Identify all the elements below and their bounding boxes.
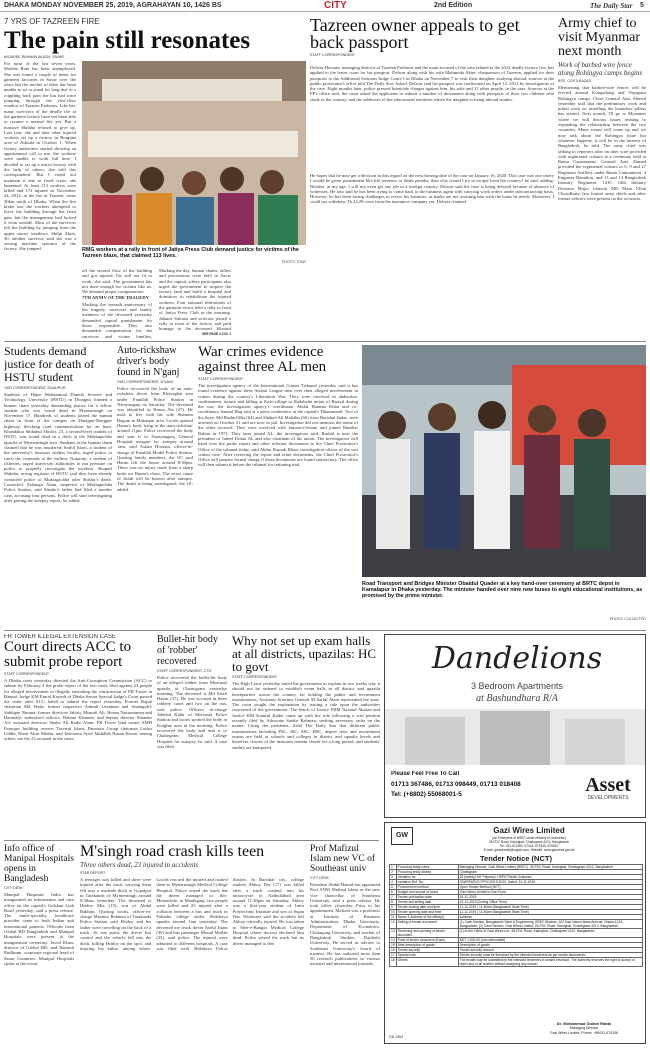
article-byline: CITY DESK: [310, 876, 329, 880]
article-headline: M'singh road crash kills teen: [80, 844, 265, 860]
article-headline: The pain still resonates: [4, 27, 251, 54]
row-number: 6: [390, 890, 397, 895]
ad-phones[interactable]: 01713 367486, 01713 098449, 01713 018408: [391, 781, 521, 788]
article-body: Students of Hajee Mohammad Danesh Science and Technology University (HSTU) in Dinajpur formed a human chain yesterday demanding justice for a fellow student who was found dead in Mymensingh on November 17. Hundreds of students joined the human chain in front of the campus on Dinajpur-Rangpur highway, blocking road communication for an hour. Khandakar Shihabul Shishir, 23, a second-level student of HSTU, was found dead in a ditch at the Muktagachha upazila of Mymensingh area. Students at the human chain claimed that he was murdered. Saiful Islam, a student of the university's business studies faculty, urged police to catch the criminals at the earliest. Nutaroni, a student of fisheries, urged university authorities to put pressure on police to properly investigate the incident. Shopnil Shikdar, acting registrar of HSTU said they have already contacted police of Muktagachha after Shishir's death. Contacted, Zahangir Alam, inspector of Muktagachha Police Station, said Shishir's father had filed a murder case, accusing four persons. Police will start investigating after getting the autopsy report, he added.: [4, 392, 112, 503]
row-number: 11: [391, 915, 395, 919]
row-number: 1: [390, 865, 397, 870]
article-body: A Dhaka court yesterday directed the Anti-Corruption Commission (ACC) to submit by February 4 the probe report of the two cases filed against 23 people for alleged involvement in illegally extending the construction of FR Tower in Banani. Judge KM Emrul Kayesh of Dhaka Senior Special Judge's Court passed the order after ACC failed to submit the report yesterday. Former Rajuk chairman Md Huda; former inspectors Aahsah Uzzaman and Anamgolil; Siddique Nurana, former directors Jahiru, Mustafi Ali, Hosen Nuruzzaman and Haomafy; authorised officers, Rubina Khanam, and deputy director Shandar Ali; assistant directors Shahz Ali Kadir Alam; FR Tower land owner SMH Faruque; building owners Tasvirul Islam, Pamoura Group chairman Lutfur Uddin, Khair Alias Miditu, and Tasloonra Syed Abdullah Husan Hasan, among others, are the 23 accused in the cases.: [4, 678, 152, 742]
ad-location: at Bashundhara R/A: [476, 693, 558, 704]
article-tazreen: [310, 17, 554, 339]
row-value: Tender security must be furnished by the intended tenderers as per tender documents.: [458, 953, 642, 958]
photo-caption: Road Transport and Bridges Minister Obaidul Quader at a key hand-over ceremony at BRTC depot in Kamalapur in Dhaka yesterday. The minister handed over nine new buses to eight educational institutions, as promised by the prime minister.: [362, 581, 643, 600]
row-number: 8: [390, 900, 397, 905]
row-value: Address: [458, 915, 642, 920]
article-headline: Prof Mafizul Islam new VC of Southeast univ: [310, 844, 375, 874]
article-byline: CITY DESK: [4, 886, 23, 890]
row-number: 12: [390, 920, 397, 929]
article-byline: STAFF CORRESPONDENT: [4, 672, 50, 676]
article-headline: Tazreen owner appeals to get back passport: [310, 17, 520, 52]
continued-link[interactable]: SEE PAGE 2 COL 1: [202, 332, 231, 336]
table-row: [390, 929, 643, 938]
article-bullet: [157, 634, 227, 838]
row-number: 7: [390, 895, 397, 900]
row-label: Price of tender document (Each): [396, 938, 458, 943]
row-number: 14: [391, 938, 395, 942]
article-kicker: FR TOWER ILLEGAL EXTENSION CASE: [4, 634, 116, 640]
page-header: [0, 0, 650, 12]
row-number: 4: [390, 880, 397, 885]
row-value: Description of goods: [458, 943, 642, 948]
row-label: Invitation for: [396, 875, 458, 880]
article-byline: STAFF CORRESPONDENT: [310, 53, 356, 57]
article-headline: Why not set up exam halls at all districts, upazilas: HC to govt: [232, 634, 377, 674]
divider: [4, 840, 379, 841]
gazi-logo-icon: GW: [391, 827, 413, 845]
article-body: Manipal Hospitals India has inaugurated its information and care office on the capital's Gulshan Link Road yesterday, said a press release. The multi-specialty healthcare provider came to both Indian and international patients. Officials from Global BD Bangladesh and Manipal Hospitals were present at the inauguration ceremony. Javed Khan, director of Global BD, and Ramesh Rudhrum, corporate regional head of Saaru Countries, Manipal Hospitals spoke at the event.: [4, 892, 74, 966]
row-number: 5: [390, 885, 397, 890]
row-value: 26 (twenty) MT Polyvinyl, HDPE Plastic Granules: [458, 875, 642, 880]
row-value: (1) At the Office of Gazi Wires Ltd., 28-FDC Road, Kalurghat, Chattogram-4212, Bangladesh: [458, 929, 642, 938]
tender-signatory-phone: Gazi Wires Limited, Phone: +88031-670346: [550, 1031, 618, 1035]
article-headline: Auto-rickshaw driver's body found in N'ganj: [117, 345, 180, 378]
row-value: GWR/P&P/217/PVC/2019-2020; Dated: 24-11-2019: [458, 880, 642, 885]
article-headline: Bullet-hit body of 'robber' recovered: [157, 634, 218, 667]
article-headline: Court directs ACC to submit probe report: [4, 639, 132, 670]
row-label: Procurement method: [396, 885, 458, 890]
article-body: Mentioning that barbed-wire fences will be erected around Kutupalong and Nayapara Rohingya camps, Chief General Aziz Ahmed yesterday said that the preliminary work and initial work on installing the boundary pillars has started. Next month, I'll go to Myanmar where we will discuss issues relating to expanding the relationship between the two countries. Many issues will come up and we may talk about the Rohingya issue but whatever happens, it will be in the interest of Bangladesh, he said. The army chief was talking to reporters after an inter wire provided with regimental colours at a ceremony held at Ramu Cantonment. General Aziz Ahmed provided the regimental colours to 6, 9 and 27 Regiment Artillery under Ramu Cantonment, 4 Engineer Battalion, and 13 and 14 Bangladesh Infantry Regiment. GOC 10th Infantry Division Major General MD Main Ullah Chowdhury, five former army chiefs and other former officers were present on the occasion.: [558, 85, 646, 202]
row-number: 9: [390, 905, 397, 910]
row-value: 11-12-2019 | 11:30am (Bangladesh State Time): [458, 905, 642, 910]
row-label: Brief description of goods: [396, 943, 458, 948]
article-body: Police recovered the bullet-hit body of an alleged robber from Meorasai upazila of Chattogram yesterday morning. The deceased is Md Saied Hasan (37). He was accused in three robbery cases and two on the run, said police. Officers in-charge Jahedul Kabir of Meorasai Police Station and locals spotted the body at Kolghar area in the morning. Police recovered the body and sent it to Chattogram Medical College Hospital for autopsy, he said. A case was filed.: [157, 675, 227, 749]
row-value: Tender security amount: [458, 948, 642, 953]
tender-company: Gazi Wires Limited: [493, 826, 565, 835]
article-body: President Abdul Hamid has appointed Prof ANM Mafizul Islam as the new vice chancellor of Southeast University, said a press release. He took office yesterday. Prior to his appointment, Mafizul was a professor at Institute of Business Administration, Dhaka University, Department of Economics, Chittagong University, and teacher of Bangladesh Studies, Rajshahi University. He served as adviser to Southeast University's board of trustees. He has authored more than 50 research publications in various national and international journals.: [310, 882, 380, 967]
row-number: 17: [391, 953, 395, 957]
tender-signatory: Dr. Mohammad Golam Rabbi: [556, 1021, 612, 1026]
row-value: Gazi Wires Limited's Own Fund: [458, 890, 642, 895]
row-label: Tender security: [396, 948, 458, 953]
row-label: Tender last selling date: [396, 900, 458, 905]
row-value: 11-12-2019 | 11:45am (Bangladesh State Time): [458, 910, 642, 915]
article-manipal: [4, 844, 74, 1044]
divider: [4, 630, 646, 631]
page-number: 5: [640, 2, 644, 9]
row-value: (1) Cash Section, Bangladesh Steel & Engineering, BSEC Bhaban, 102 Kazi Nazrul Islam Avenue, Dhaka-1215, Bangladesh; (2) Cash Section, Gazi Wires Limited, 28-FDC Road, Kalurghat, Chattogram-4212, Bangladesh: [458, 920, 642, 929]
article-body-col: For most of the last seven years, Shobha Rani has been unemployed. She was found a couple of times for garment factories in Savar over the years but the mother of three has been unable to sit or stand for long due to a crippling back pain she has had since jumping through the first-floor window of Tazreen Fashions. Like her, many survivors of the deadly fire at the garment factory have not been able to resume a normal life yet. But a massive Shobha refused to give up. Last year, she and nine other injured workers set up a factory in Borguna area of Ashulia in October 1. When factory authorities started showing an appointment call to me, the workers were unable to work full time. I decided to set up a micro-factory with the help of others, she told this correspondent. But I could not maintain it due to fixed crisis, she lamented. At least 113 workers were killed and 172 injured on November 24, 2012, in the fire at Tazreen, some 30km north of Dhaka. When the fire broke out, the workers attempted to leave the building through the front gate, but the management had locked it from outside. Most of the survivors left the building by jumping from the upper storey windows. Shilpi Akter, 30, another survivor, said she was a sewing machine operator of the factory. She jumped: [4, 61, 76, 252]
edition-label: 2nd Edition: [434, 2, 473, 9]
article-rickshaw: [117, 345, 193, 627]
row-number: 10: [391, 910, 395, 914]
article-hstu: [4, 345, 112, 627]
ad-tel[interactable]: Tel: (+8802) 55068001-5: [391, 791, 462, 798]
table-row: [390, 920, 643, 929]
row-value: The tender may be submitted by the intended tenderers in sealed envelope. The authority reserves the right to accept or reject any or all tenders without assigning any reason.: [458, 958, 642, 967]
article-islam: [310, 844, 380, 1044]
tender-signatory-title: Managing Director: [569, 1026, 599, 1030]
article-body-col: Marking the day, human chains, rallies and processions were held in Savar and the capital, where participants also urged the government to acquire the factory land and build a hospital and dormitory to rehabilitate the injured workers. Four national federations of the garment sector held a rally in front of Jatiya Press Club in the morning. Jahanir Sultana and activists joined a rally in front of the factory and paid homage to the deceased. Khairul SEE PAGE 2 COL 1: [159, 268, 231, 336]
row-number: 15: [391, 943, 395, 947]
article-byline: STAFF CORRESPONDENT, CTG: [157, 669, 212, 673]
article-kicker: 7 YRS OF TAZREEN FIRE: [4, 17, 100, 26]
row-number: 2: [390, 870, 397, 875]
row-number: 13: [390, 929, 397, 938]
row-label: Name & Address of the office(s): [396, 915, 458, 920]
article-body-col: off the second floor of the building and got injured. I'm still not fit to work, she said. The government has not done enough for victims like us. We demand proper compensation. 7TH ANNIV OF THE TRAGEDY Marking the seventh anniversary of the tragedy, survivors and family members of the deceased yesterday demanded capital punishment for those responsible. They also demanded compensation for the survivors and victim families,: [82, 268, 152, 339]
tender-table: [389, 864, 643, 967]
article-msingh: [80, 844, 304, 1044]
article-deck: Three others dead, 23 injured in accidents: [80, 861, 199, 869]
row-label: Receiving and opening of tender document: [396, 929, 458, 938]
ad-company-sub: DEVELOPMENTS: [587, 795, 629, 801]
article-byline: OUR CORRESPONDENT, DINAJPUR: [4, 386, 66, 390]
paper-dateline: DHAKA MONDAY NOVEMBER 25, 2019, AGRAHAYAN 10, 1426 BS: [4, 2, 222, 9]
article-halls: [232, 634, 380, 838]
tender-sub: (An Enterprise of BSEC under Ministry of Industries): [492, 836, 566, 840]
article-headline: Students demand justice for death of HSTU student: [4, 345, 95, 384]
row-label: Procuring entity name: [396, 865, 458, 870]
gazi-tender-notice[interactable]: [384, 822, 646, 1044]
article-byline: ANJAREE RAHMAN AKASH, SAVAR: [4, 55, 64, 59]
row-label: Tender closing date and time: [396, 905, 458, 910]
photo-caption: RMG workers at a rally in front of Jatiya Press Club demand justice for victims of the Tazreen blaze, that claimed 113 lives.: [82, 247, 299, 260]
row-label: Budget and source of funds: [396, 890, 458, 895]
masthead: The Daily Star: [590, 2, 633, 10]
article-body: The High Court yesterday asked the government to explain in two weeks why it should not be ordered to establish exam halls in all district and upazila headquarters across the country for holding the public and recruitment examinations. Assistant Attorney General M Saiful Alam represented the state. The court sought the explanation by issuing a rule upon the authorities concerned of the government. The bench of Justice FRM Nazmul Ahasan and Justice KM Kamrul Kader came up with the rule following a writ petition recently filed by Advocate Saidur Rahman, seeking necessary order on the matter. Citing the problems, Zalal The Daily Star that different public examinations including PSC, JSC, SSC, HSC, degree tests and recruitment exams are held at schools and colleges in district and upazila levels and therefore classes of the institutes remain closed for a long period, and students' studies are hampered.: [232, 681, 380, 750]
article-body: The investigation agency of the International Crimes Tribunal yesterday said it has found evidence against three Awami League men over their alleged involvement in crimes during the country's Liberation War. They were involved in abduction, confinement, torture and killing at Kala village in Jhalokathi union of Barisal during the war, the investigation agency's coordinator Abdul Hannan Khan and co-coordinator Sanaul Haq said at a press conference at the capital's Dhanmondi. Two of the three, Md Rashid Mia (64) and Shahed Ali Malidha (66) from Barishal Sadar, were arrested on October 21 and are now in jail. Investigation did not mention the name of the other accused. They were involved with Jamaat-e-Islami and joined Razakar Bahini in 1971. They later joined AL, the investigators said. Rashid is now the president of Jaheel Dulan AL and also chairman of the union. The investigators will hand over the probe report and other relevant documents to the Chief Prosecutor's Office of the tribunal today, said Abdur Razzak Khan, investigation officer of the war crimes case. After receiving the report and other documents, the Chief Prosecutor's Office will prepare formal charge if those documents are found satisfactory. The office will then submit it before the tribunal for initiating trial.: [198, 383, 358, 468]
article-body: Police recovered the body of an auto-rickshaw driver from Khayaghat area under Fatullah Police Station in Narayanganj on Saturday. The deceased was identified as Harun Ala (27). He used to live with his wife Shamim Begum in Mukarpur area. Locals spotted Harun's body lying in the auto-rickshaw around 11pm. Police recovered the body and sent it to Narayanganj General Hospital morgue for autopsy around 1am, said Aslam Hossain, officer-in-charge of Fatullah Model Police Station. Quoting family members, the OC said Harun left the house around 8:30pm. There was no injury mark from a sharp knife on Harun's chest. The exact cause of death will be known after autopsy. The death is being investigated, the OC added.: [117, 386, 193, 492]
ad-contact: Please Feel Free To Call: [391, 771, 460, 777]
row-label: Selling of tender document: [396, 920, 458, 929]
table-row: [390, 865, 643, 870]
brtc-photo-block: [362, 345, 646, 627]
row-number: 18: [390, 958, 397, 967]
article-body-col: He hopes that he may get a decision in this regard on the next hearing date of the case on January 16, 2020. This case was one where I would be given punishment like life sentence or death penalty, then why would I try to escape from the country? he said, adding: Besides, at my age, I will not even get any job in a foreign country. Delwar said the case is being delayed because of absence of witnesses. He also said he has been trying to come back to the business again with carrying work orders under subcontracting basis. However, he has been facing challenges to revive his business, as banks are not assisting him with the loans he needs. Moreover, I could not withdraw Tk 24.28 crore from the insurance company yet, Delwar claimed.: [310, 173, 554, 205]
row-label: Tender opening date and time: [396, 910, 458, 915]
row-value: 10-12-2019 (During Office Time): [458, 900, 642, 905]
article-byline: STAR REPORT: [80, 871, 106, 875]
tender-table-wrap: [389, 864, 643, 1020]
dandelions-ad[interactable]: [384, 634, 646, 818]
article-army: [558, 17, 646, 339]
article-byline: STAFF CORRESPONDENT: [198, 377, 244, 381]
row-value: Managing Director, Gazi Wires Limited (BSEC), 28-FDC Road, Kalurghat, Chattogram-4212, Bangladesh: [458, 865, 642, 870]
article-byline: STAFF CORRESPONDENT: [232, 675, 278, 679]
ad-company: Asset: [585, 775, 631, 795]
tender-sub: Tel: 031-671460, 67344, 673345, 670810: [499, 844, 559, 848]
rally-photo: [82, 61, 306, 245]
row-number: 3: [390, 875, 397, 880]
article-body: A teenager was killed and three were injured after the truck carrying them fell into a roadside ditch at Gopalpur in Tarakanda of Mymensingh around 9:30am yesterday. The deceased is Hridoy Mia (15), son of Abdul Rakhim. Quoting locals, officer-in-charge Mizanur Rahman of Tarakanda Police Station said Hridoy and his father were travelling on the back of a truck. At one point, the driver lost control and the vehicle fell into the ditch, killing Hridoy on the spot, and injuring his father, among others. Locals rescued the injured and rushed them to Mymensingh Medical College Hospital. Police seized the truck but the driver managed to flee. Meanwhile, in Manikganj, two people were killed and 23 injured after a collision between a bus and truck in Faliadia village under Shibalaya upazila around 1am yesterday. The deceased are truck driver Saiful Islam (30) and bus passenger Masud Mallah (25), said police. The injured were admitted to different hospitals. A case was filed with Shibalaya Police Station. In Barishal city, college student Abhoy Das (17) was killed after a truck crashed into his motorcycle in Nathullabad area around 11:30pm on Saturday. Abhoy was a first-year student of Infra Polytechnic Institute and son of Sujan Das. Witnesses said the accident left Abhoy critically injured. He was taken to Sher-e-Bangla Medical College Hospital where doctors declared him dead. Police seized the truck but its driver managed to flee.: [80, 877, 304, 951]
article-headline: Info office of Manipal Hospitals opens in Bangladesh: [4, 844, 74, 884]
article-deck: Work of barbed wire fence along Rohingya camps begins: [558, 61, 643, 77]
row-value: Chattogram: [458, 870, 642, 875]
article-headline: War crimes evidence against three AL men: [198, 345, 327, 375]
article-byline: BSS, COX'S BAZAR: [558, 79, 592, 83]
table-row: [390, 958, 643, 967]
row-label: Others: [396, 958, 458, 967]
article-warcrimes: [198, 345, 358, 627]
article-pain: [4, 17, 306, 339]
photo-credit: PHOTO: STAR: [281, 260, 306, 264]
row-number: 16: [391, 948, 395, 952]
tender-id: GD-1904: [389, 1035, 404, 1039]
article-byline: OUR CORRESPONDENT, N'GANJ: [117, 380, 174, 384]
row-value: BDT 1,000.00 (non-refundable): [458, 938, 642, 943]
row-label: Procuring entity district: [396, 870, 458, 875]
article-headline: Army chief to visit Myanmar next month: [558, 17, 641, 59]
tender-sub: 28-FDC Road, Kalurghat, Chattogram-4212, Bangladesh: [488, 840, 570, 844]
row-label: Invitation Ref. No.: [396, 880, 458, 885]
row-value: Open Tender Method (NCT): [458, 885, 642, 890]
article-body-col: Delwar Hossain, managing director of Tazreen Fashions and the main accused of the case related to the 2012 deadly factory fire, has applied to the lower court for his passport. Delwar along with his wife Mahmuda Akter, chairperson of Tazreen, applied for their passports to the Additional Sessions Judge Court-1 in Dhaka on November 7 to visit their daughter studying abroad, sources at the public prosecutor's office told The Daily Star. Asked, Delwar said his passport was confiscated on April 12, 2013 by investigators of the case. Eight months later, police pressed homicide charges against him, his wife and 11 other people, in the case. Sources at the PP's office said, the court asked the applicants to submit a number of documents along with passports of their two children who study in the country, and the addresses of the educational institutes where the daughter is being abroad studies.: [310, 65, 554, 102]
divider: [4, 341, 646, 342]
photo-credit: PHOTO: COLLECTED: [609, 617, 646, 621]
row-label: Special note: [396, 953, 458, 958]
ad-brand: Dandelions: [431, 641, 603, 676]
subhead: 7TH ANNIV OF THE TRAGEDY: [82, 295, 149, 301]
article-acc: [4, 634, 152, 838]
section-name: CITY: [324, 0, 347, 11]
ad-building-image: [385, 709, 645, 765]
tender-title: Tender Notice (NCT): [480, 854, 552, 863]
row-value: 24-11-2019: [458, 895, 642, 900]
ad-tagline: 3 Bedroom Apartments: [470, 681, 564, 691]
tender-sub: E-mail: gazwireslid@ctgnet.com, Website: www.gazwires.gov.bd: [483, 848, 575, 852]
row-label: Tender publication date: [396, 895, 458, 900]
brtc-photo: [362, 345, 646, 577]
